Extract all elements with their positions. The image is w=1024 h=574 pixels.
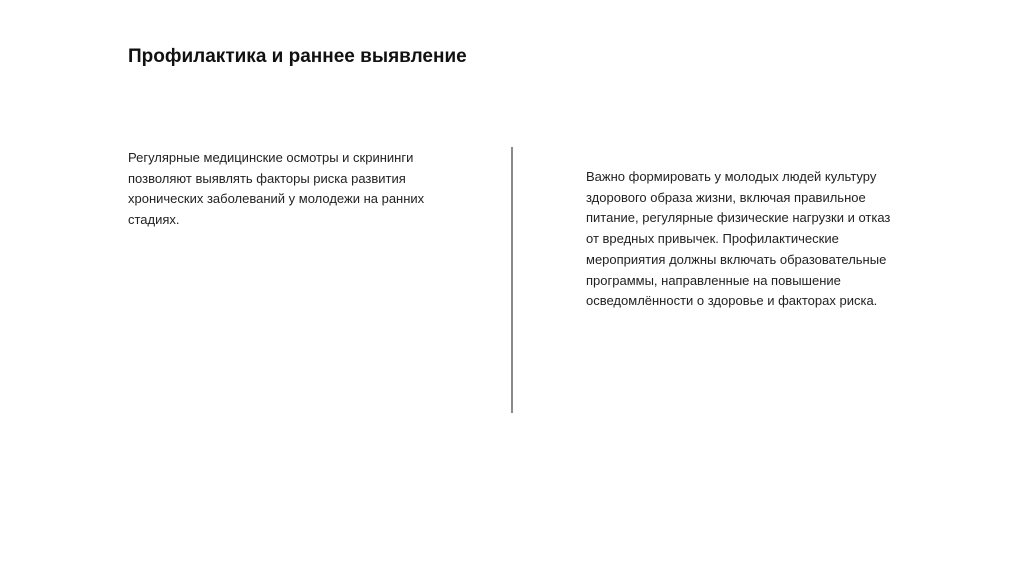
text-line: осведомлённости о здоровье и факторах риска. bbox=[586, 293, 878, 309]
column-divider bbox=[511, 147, 513, 413]
text-line: мероприятия должны включать образовательные bbox=[586, 251, 887, 267]
text-line: от вредных привычек. Профилактические bbox=[586, 231, 839, 247]
text-line: здорового образа жизни, включая правильное bbox=[586, 189, 866, 205]
left-text-block bbox=[128, 148, 458, 231]
text-line: Регулярные медицинские осмотры и скрининги bbox=[128, 150, 414, 165]
right-text-block bbox=[586, 167, 916, 312]
text-line: питание, регулярные физические нагрузки и отказ bbox=[586, 210, 891, 226]
text-line: программы, направленные на повышение bbox=[586, 272, 841, 288]
text-line: позволяют выявлять факторы риска развития bbox=[128, 170, 406, 186]
text-line: стадиях. bbox=[128, 212, 180, 228]
slide-title: Профилактика и раннее выявление bbox=[128, 46, 467, 67]
text-line: Важно формировать у молодых людей культуру bbox=[586, 169, 877, 184]
text-line: хронических заболеваний у молодежи на ранних bbox=[128, 191, 425, 207]
